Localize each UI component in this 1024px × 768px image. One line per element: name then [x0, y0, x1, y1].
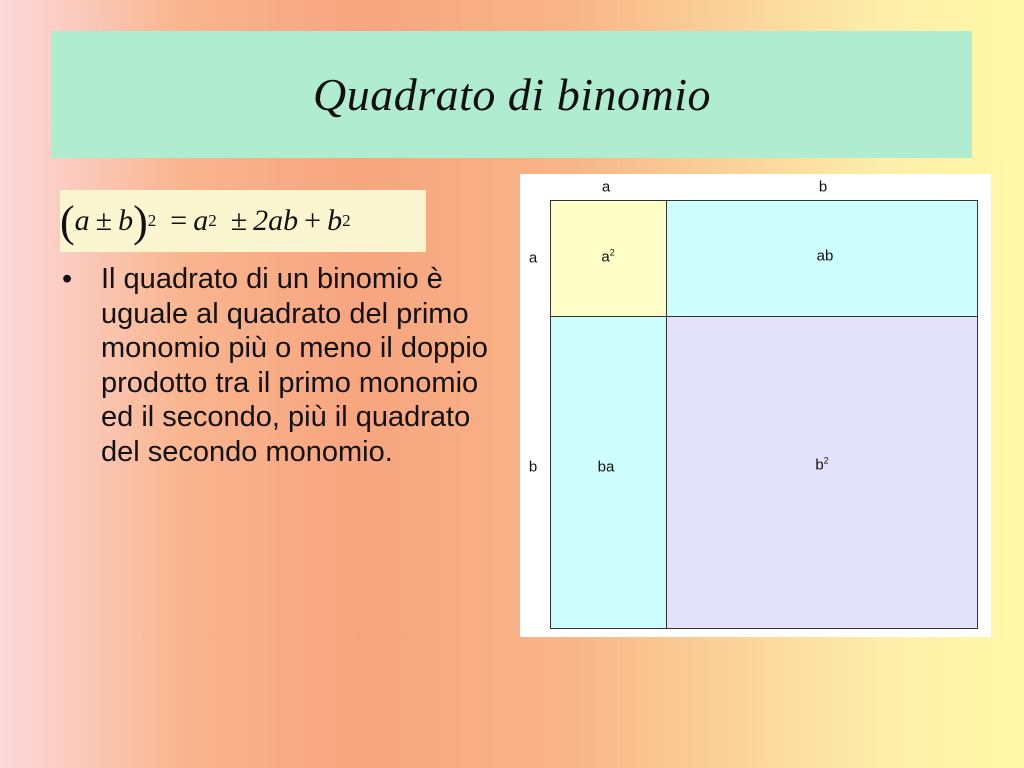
title-box	[52, 31, 972, 158]
formula-pm2: ±	[230, 204, 248, 237]
formula-pm: ±	[95, 204, 113, 237]
cell-a2-base: a	[601, 248, 610, 266]
side-label-a: a	[528, 249, 538, 267]
cell-label-ba: ba	[597, 458, 615, 476]
formula-b2-base: b	[327, 204, 343, 237]
side-label-b: b	[528, 458, 538, 476]
formula-a: a	[74, 204, 90, 237]
formula-open-paren: (	[60, 196, 75, 246]
cell-label-b-squared	[815, 457, 828, 474]
bullet-marker: •	[62, 263, 73, 295]
cell-b2-base: b	[815, 456, 824, 474]
cell-label-ab: ab	[816, 247, 834, 265]
bullet-text: Il quadrato di un binomio è uguale al quadrato del primo monomio più o meno il doppio prodotto tra il primo monomio ed il secondo, più il quadrato del secondo monomio.	[101, 263, 488, 468]
formula-box: ( a ± b ) 2 = a 2 ± 2ab + b 2	[60, 190, 426, 252]
formula-a2-base: a	[193, 204, 209, 237]
top-label-a: a	[601, 178, 611, 196]
cell-label-a-squared	[601, 249, 614, 266]
top-label-b: b	[818, 178, 828, 196]
formula-close-paren: )	[133, 196, 148, 246]
slide-title: Quadrato di binomio	[313, 69, 711, 120]
cell-b2-exp: 2	[823, 455, 829, 466]
cell-a2-exp: 2	[609, 247, 615, 258]
formula-2ab: 2ab	[253, 204, 299, 237]
bullet-list	[62, 262, 502, 469]
formula-b: b	[118, 204, 134, 237]
binomial-square-diagram	[520, 174, 991, 637]
formula-equals: =	[170, 204, 188, 237]
formula-plus: +	[304, 204, 322, 237]
